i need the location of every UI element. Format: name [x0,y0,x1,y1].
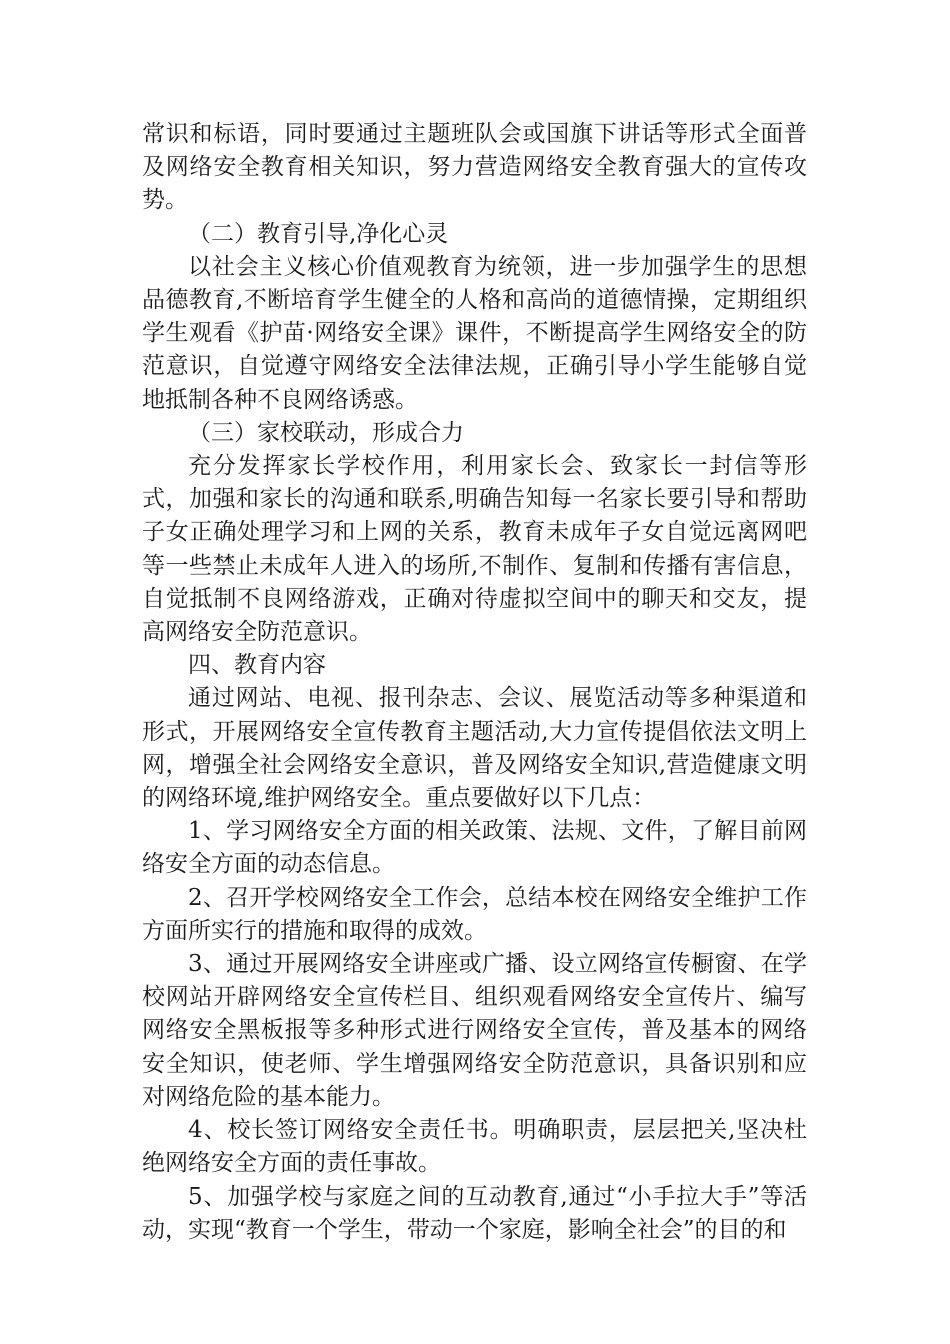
document-body [142,118,807,1247]
list-item-2: 2、召开学校网络安全工作会，总结本校在网络安全维护工作方面所实行的措施和取得的成效。 [142,884,807,944]
paragraph-home-school: 充分发挥家长学校作用，利用家长会、致家长一封信等形式，加强和家长的沟通和联系,明确告知每一名家长要引导和帮助子女正确处理学习和上网的关系，教育未成年子女自觉远离网吧等一些禁止未成年人进入的场所,不制作、复制和传播有害信息，自觉抵制不良网络游戏，正确对待虚拟空间中的聊天和交友，提高网络安全防范意识。 [142,453,807,646]
section-heading-home-school: （三）家校联动，形成合力 [188,419,464,446]
section-heading-education-content: 四、教育内容 [188,652,326,679]
list-item-1: 1、学习网络安全方面的相关政策、法规、文件，了解目前网络安全方面的动态信息。 [142,818,807,878]
paragraph-education-guidance: 以社会主义核心价值观教育为统领，进一步加强学生的思想品德教育,不断培育学生健全的人格和高尚的道德情操，定期组织学生观看《护苗·网络安全课》课件，不断提高学生网络安全的防范意识，自觉遵守网络安全法律法规，正确引导小学生能够自觉地抵制各种不良网络诱惑。 [142,253,807,413]
paragraph-continuation: 常识和标语，同时要通过主题班队会或国旗下讲话等形式全面普及网络安全教育相关知识，努力营造网络安全教育强大的宣传攻势。 [142,121,807,214]
list-item-4: 4、校长签订网络安全责任书。明确职责，层层把关,坚决杜绝网络安全方面的责任事故。 [142,1117,807,1177]
section-heading-education-guidance: （二）教育引导,净化心灵 [188,220,449,247]
list-item-3: 3、通过开展网络安全讲座或广播、设立网络宣传橱窗、在学校网站开辟网络安全宣传栏目、组织观看网络安全宣传片、编写网络安全黑板报等多种形式进行网络安全宣传，普及基本的网络安全知识，使老师、学生增强网络安全防范意识，具备识别和应对网络危险的基本能力。 [142,951,807,1110]
paragraph-education-content: 通过网站、电视、报刊杂志、会议、展览活动等多种渠道和形式，开展网络安全宣传教育主题活动,大力宣传提倡依法文明上网，增强全社会网络安全意识，普及网络安全知识,营造健康文明的网络环境,维护网络安全。重点要做好以下几点： [142,685,807,812]
list-item-5: 5、加强学校与家庭之间的互动教育,通过“小手拉大手”等活动，实现“教育一个学生，带动一个家庭，影响全社会”的目的和 [142,1183,807,1243]
